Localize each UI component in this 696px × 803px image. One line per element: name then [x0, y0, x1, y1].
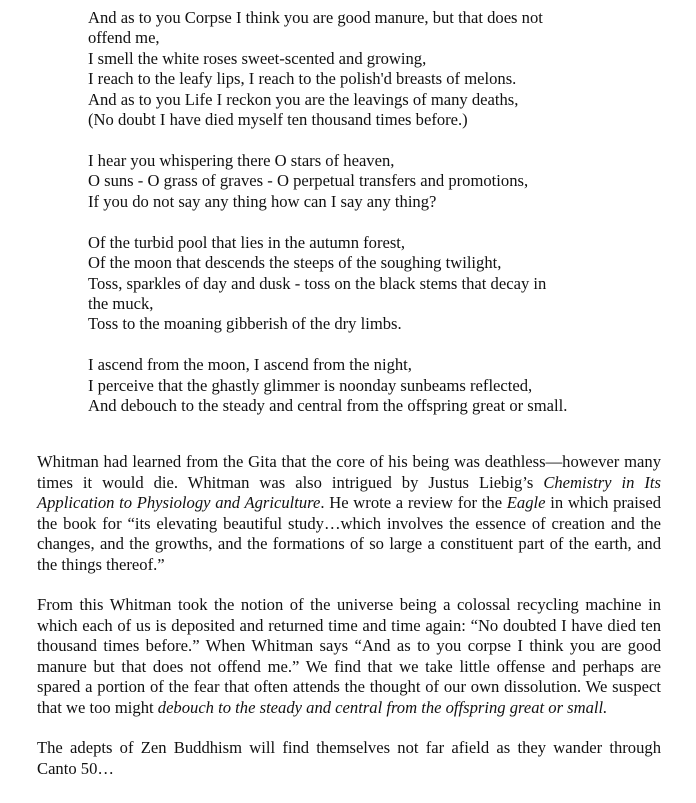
text: Whitman had learned from the Gita that the core of his being was deathless—however many times it would die. Whitman was also intrigued by Justus Liebig’s — [37, 452, 661, 492]
poem-line: And debouch to the steady and central from the offspring great or small. — [88, 396, 568, 416]
text: From this Whitman took the notion of the universe being a colossal recycling machine in which each of us is deposited and returned time and time again: “No doubted I have died ten thousand times before.” When Whitman says “And as to you corpse I think you are good manure but that does not offend me.” We find that we take little offense and perhaps are spared a portion of the fear that often attends the thought of our own dissolution. We suspect that we too might — [37, 595, 661, 717]
poem-line: (No doubt I have died myself ten thousand times before.) — [88, 110, 468, 130]
poem-line: Of the moon that descends the steeps of the soughing twilight, — [88, 253, 502, 273]
poem-stanza-1 — [88, 8, 678, 130]
poem-stanza-3 — [88, 233, 678, 335]
poem-line: Of the turbid pool that lies in the autumn forest, — [88, 232, 406, 252]
text: . He wrote a review for the — [320, 493, 507, 512]
poem-line: O suns - O grass of graves - O perpetual transfers and promotions, — [88, 171, 529, 191]
poem-line: Toss to the moaning gibberish of the dry limbs. — [88, 314, 402, 334]
poem-line: And as to you Life I reckon you are the leavings of many deaths, — [88, 89, 519, 109]
poem-line: I ascend from the moon, I ascend from the night, — [88, 355, 412, 375]
poem-line: Toss, sparkles of day and dusk - toss on the black stems that decay in the muck, — [88, 273, 547, 314]
poem-line: And as to you Corpse I think you are good manure, but that does not offend me, — [88, 8, 543, 48]
poem-line: I perceive that the ghastly glimmer is noonday sunbeams reflected, — [88, 375, 533, 395]
poem-line: I hear you whispering there O stars of heaven, — [88, 151, 395, 171]
paragraph-recycling — [37, 595, 661, 718]
quote-italic: debouch to the steady and central from the offspring great or small. — [157, 697, 608, 717]
poem-stanza-2 — [88, 151, 678, 212]
poem-line: I smell the white roses sweet-scented and growing, — [88, 48, 427, 68]
poem-line: If you do not say any thing how can I say any thing? — [88, 191, 437, 211]
text: in which praised the book for “its elevating beautiful study…which involves the essence of creation and the changes, and the growths, and the formations of so large a constituent part of the earth, and the things thereof.” — [37, 493, 662, 574]
newspaper-title: Eagle — [506, 493, 546, 512]
poem-line: I reach to the leafy lips, I reach to the polish'd breasts of melons. — [88, 69, 517, 89]
commentary — [37, 452, 661, 799]
poem-stanza-4 — [88, 355, 678, 416]
paragraph-zen: The adepts of Zen Buddhism will find themselves not far afield as they wander through Canto 50… — [37, 738, 661, 778]
paragraph-gita — [37, 452, 661, 575]
book-title: Chemistry in Its Application to Physiology and Agriculture — [37, 472, 661, 512]
poem-excerpt — [88, 8, 678, 437]
